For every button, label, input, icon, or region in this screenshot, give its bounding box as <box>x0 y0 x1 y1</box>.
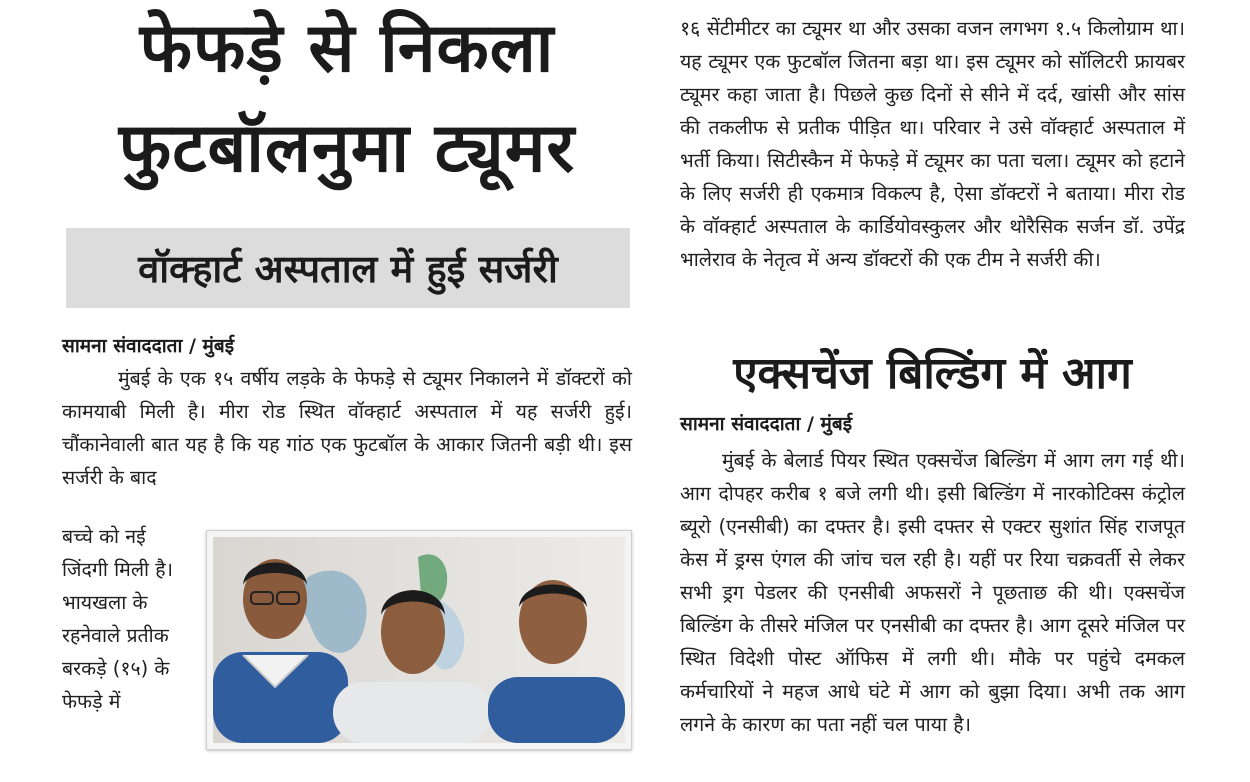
byline-left: सामना संवाददाता / मुंबई <box>62 335 235 357</box>
article-paragraph-1: मुंबई के एक १५ वर्षीय लड़के के फेफड़े से ट्यूमर निकालने में डॉक्टरों को कामयाबी मिली है। मीरा रोड स्थित वॉक्हार्ट अस्पताल में यह सर्जरी हुई। चौंकानेवाली बात यह है कि यह गांठ एक फुटबॉल के आकार जितनी बड़ी थी। इस सर्जरी के बाद <box>62 367 632 489</box>
article-paragraph-2: बच्चे को नई जिंदगी मिली है। भायखला के रहनेवाले प्रतीक बरकड़े (१५) के फेफड़े में <box>62 525 174 713</box>
subheadline: वॉक्हार्ट अस्पताल में हुई सर्जरी <box>138 247 558 291</box>
tumor-article-continued: १६ सेंटीमीटर का ट्यूमर था और उसका वजन लगभग १.५ किलोग्राम था। यह ट्यूमर एक फुटबॉल जितना बड़ा था। इस ट्यूमर को सॉलिटरी फ्रायबर ट्यूमर कहा जाता है। पिछले कुछ दिनों से सीने में दर्द, खांसी और सांस की तकलीफ से प्रतीक पीड़ित था। परिवार ने उसे वॉक्हार्ट अस्पताल में भर्ती किया। सिटीस्कैन में फेफड़े में ट्यूमर का पता चला। ट्यूमर को हटाने के लिए सर्जरी ही एकमात्र विकल्प है, ऐसा डॉक्टरों ने बताया। मीरा रोड के वॉक्हार्ट अस्पताल के कार्डियोवस्कुलर और थोरैसिक सर्जन डॉ. उपेंद्र भालेराव के नेतृत्व में अन्य डॉक्टरों की एक टीम ने सर्जरी की। <box>680 17 1185 271</box>
right-column <box>680 0 1185 782</box>
tumor-article <box>62 0 632 782</box>
doctors-patient-photo <box>206 530 632 750</box>
fire-article-headline: एक्सचेंज बिल्डिंग में आग <box>733 348 1132 399</box>
fire-article-paragraph: मुंबई के बेलार्ड पियर स्थित एक्सचेंज बिल्डिंग में आग लग गई थी। आग दोपहर करीब १ बजे लगी थी। इसी बिल्डिंग में नारकोटिक्स कंट्रोल ब्यूरो (एनसीबी) का दफ्तर है। इसी दफ्तर से एक्टर सुशांत सिंह राजपूत केस में ड्रग्स एंगल की जांच चल रही है। यहीं पर रिया चक्रवर्ती से लेकर सभी ड्रग पेडलर की एनसीबी अफसरों ने पूछताछ की थी। एक्सचेंज बिल्डिंग के तीसरे मंजिल पर एनसीबी का दफ्तर है। आग दूसरे मंजिल पर स्थित विदेशी पोस्ट ऑफिस में लगी थी। मौके पर पहुंचे दमकल कर्मचारियों ने महज आधे घंटे में आग को बुझा दिया। अभी तक आग लगने के कारण का पता नहीं चल पाया है। <box>680 449 1185 736</box>
byline-right: सामना संवाददाता / मुंबई <box>680 413 853 435</box>
subheadline-box <box>66 228 630 308</box>
headline-line1: फेफड़े से निकला <box>139 9 555 88</box>
headline-line2: फुटबॉलनुमा ट्यूमर <box>118 109 576 188</box>
photo-illustration <box>213 537 625 743</box>
